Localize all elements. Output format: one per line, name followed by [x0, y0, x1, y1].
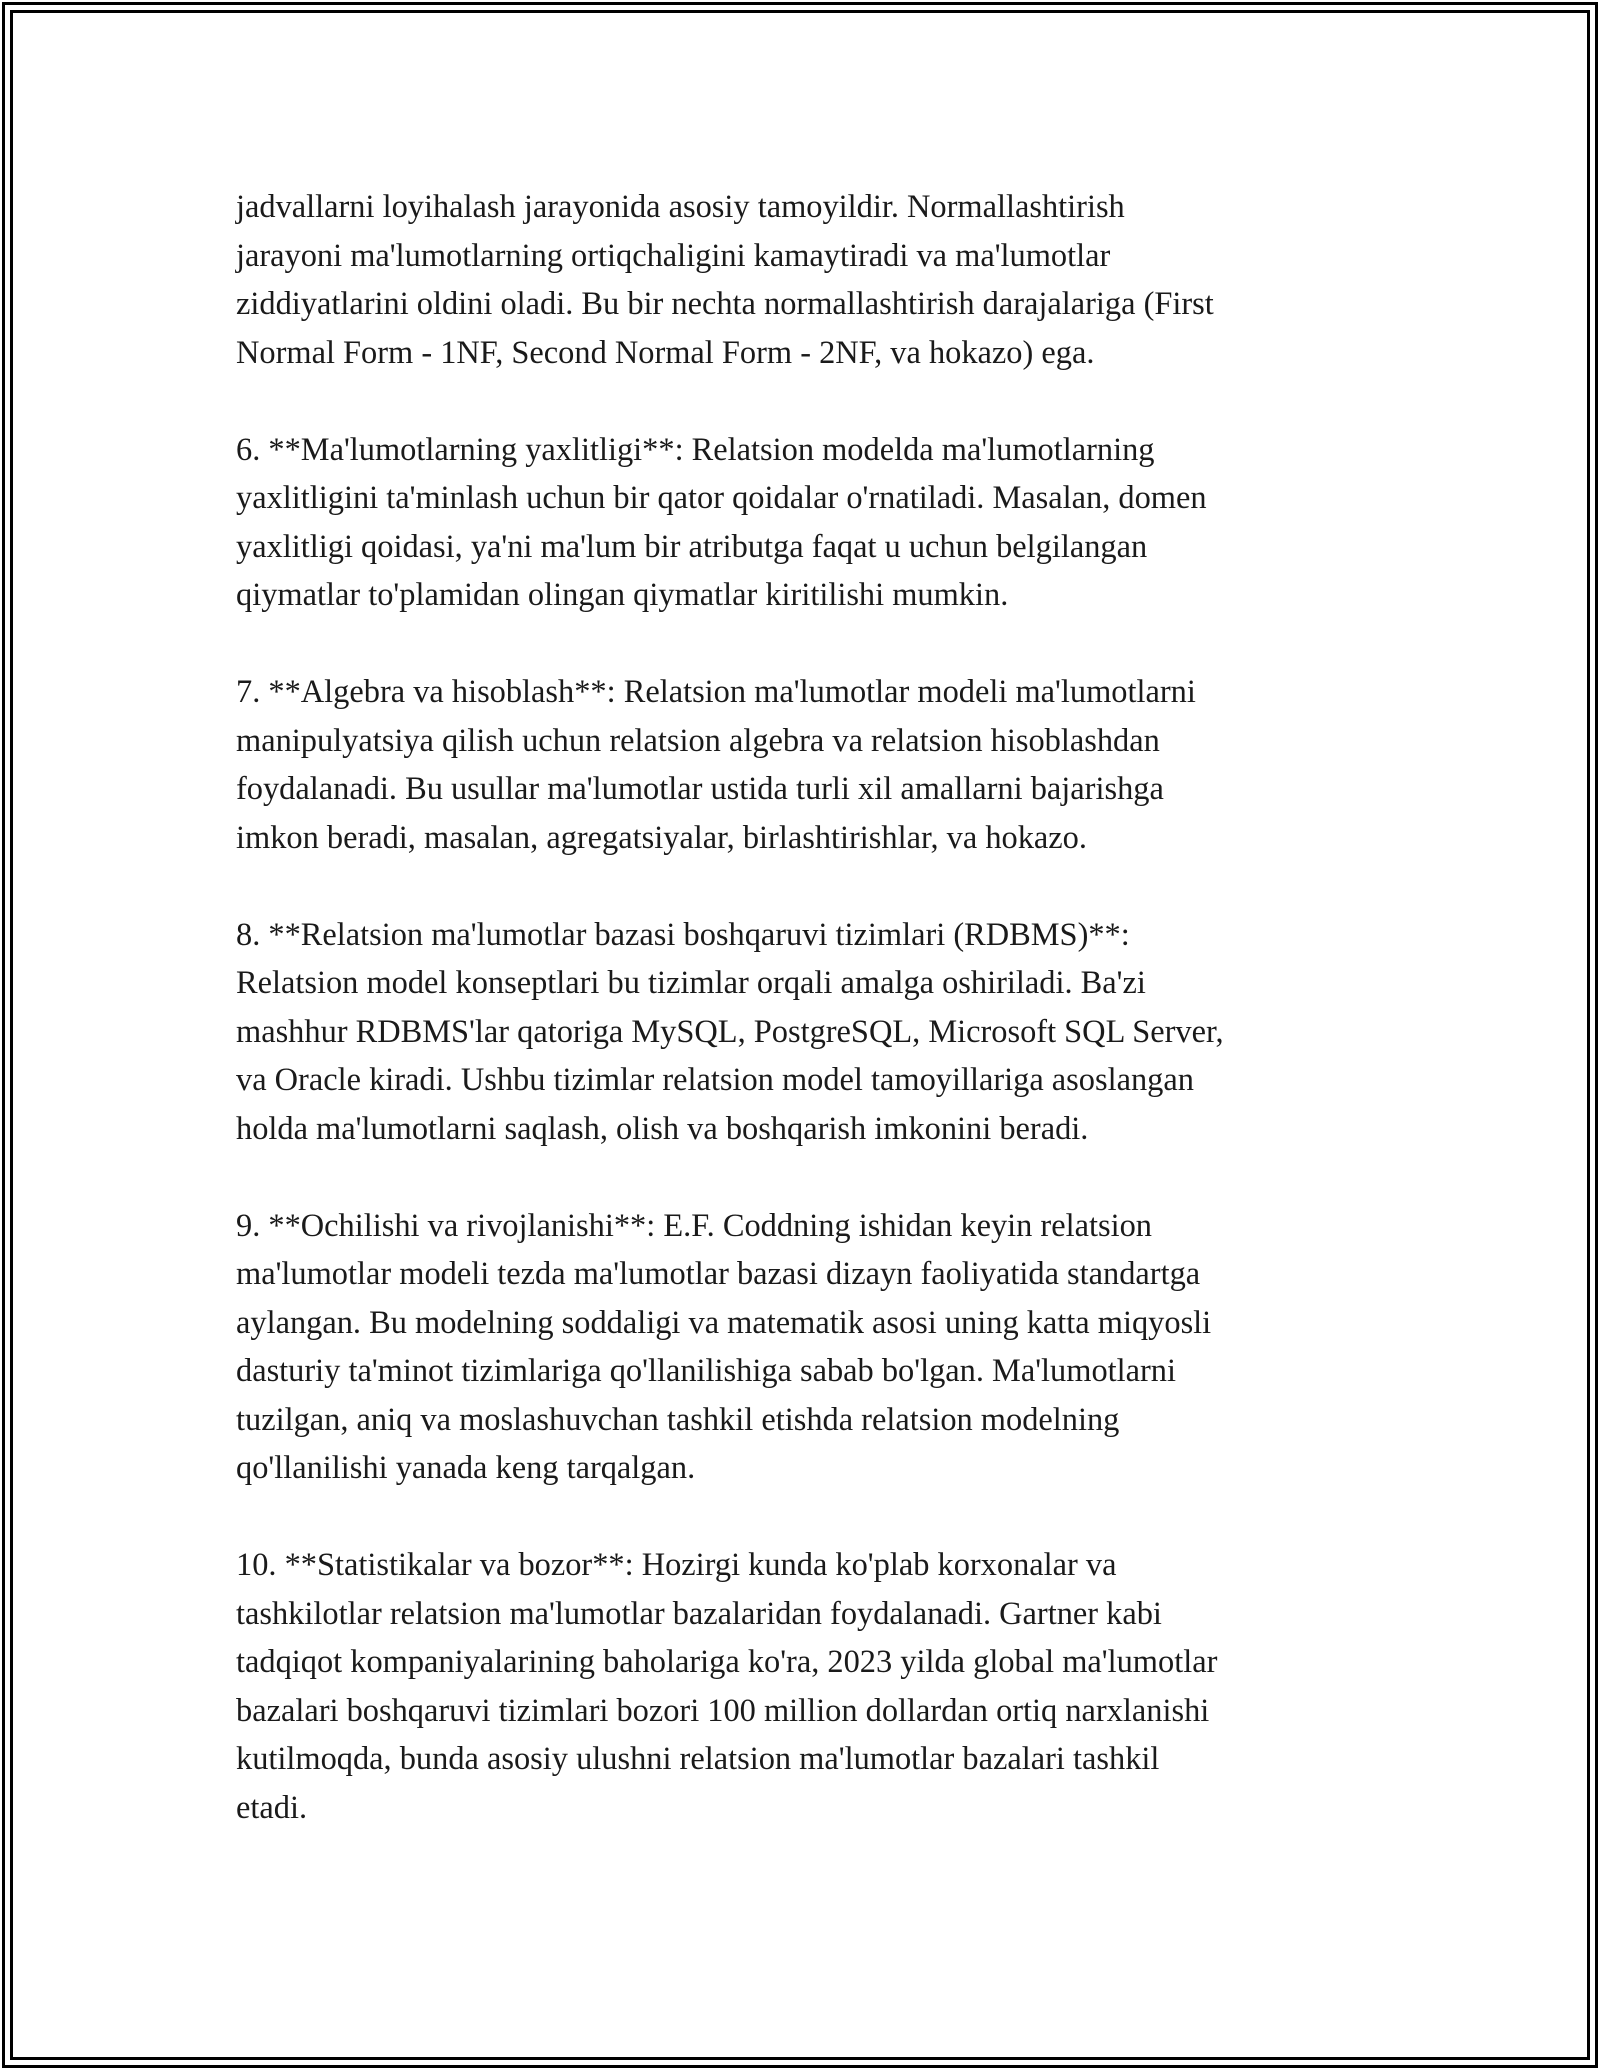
paragraph-item-6: [236, 426, 1376, 620]
text-line: 7. **Algebra va hisoblash**: Relatsion ma'lumotlar modeli ma'lumotlarni: [236, 674, 1196, 710]
text-line: aylangan. Bu modelning soddaligi va matematik asosi uning katta miqyosli: [236, 1304, 1212, 1341]
text-line: manipulyatsiya qilish uchun relatsion algebra va relatsion hisoblashdan: [236, 722, 1160, 759]
paragraph-item-9: [236, 1202, 1376, 1493]
paragraph-item-8: [236, 911, 1376, 1154]
document-body: [236, 183, 1376, 1881]
text-line: tashkilotlar relatsion ma'lumotlar bazalaridan foydalanadi. Gartner kabi: [236, 1595, 1162, 1632]
text-line: qo'llanilishi yanada keng tarqalgan.: [236, 1450, 696, 1486]
text-line: 9. **Ochilishi va rivojlanishi**: E.F. Coddning ishidan keyin relatsion: [236, 1207, 1152, 1244]
text-line: ziddiyatlarini oldini oladi. Bu bir nechta normallashtirish darajalariga (First: [236, 286, 1214, 322]
text-line: holda ma'lumotlarni saqlash, olish va boshqarish imkonini beradi.: [236, 1110, 1089, 1147]
text-line: va Oracle kiradi. Ushbu tizimlar relatsion model tamoyillariga asoslangan: [236, 1062, 1194, 1098]
text-line: mashhur RDBMS'lar qatoriga MySQL, PostgreSQL, Microsoft SQL Server,: [236, 1013, 1224, 1050]
text-line: bazalari boshqaruvi tizimlari bozori 100 million dollardan ortiq narxlanishi: [236, 1692, 1210, 1729]
text-line: dasturiy ta'minot tizimlariga qo'llanilishiga sabab bo'lgan. Ma'lumotlarni: [236, 1353, 1176, 1389]
text-line: foydalanadi. Bu usullar ma'lumotlar ustida turli xil amallarni bajarishga: [236, 771, 1164, 807]
text-line: qiymatlar to'plamidan olingan qiymatlar kiritilishi mumkin.: [236, 577, 1009, 613]
text-line: 10. **Statistikalar va bozor**: Hozirgi kunda ko'plab korxonalar va: [236, 1547, 1117, 1583]
text-line: tuzilgan, aniq va moslashuvchan tashkil etishda relatsion modelning: [236, 1401, 1120, 1438]
paragraph-item-7: [236, 668, 1376, 862]
text-line: imkon beradi, masalan, agregatsiyalar, birlashtirishlar, va hokazo.: [236, 819, 1087, 856]
text-line: ma'lumotlar modeli tezda ma'lumotlar bazasi dizayn faoliyatida standartga: [236, 1256, 1201, 1292]
text-line: tadqiqot kompaniyalarining baholariga ko'ra, 2023 yilda global ma'lumotlar: [236, 1644, 1218, 1680]
paragraph-item-10: [236, 1541, 1376, 1832]
text-line: jadvallarni loyihalash jarayonida asosiy tamoyildir. Normallashtirish: [236, 189, 1125, 225]
paragraph-normalization-continued: [236, 183, 1376, 377]
text-line: etadi.: [236, 1789, 308, 1826]
text-line: yaxlitligini ta'minlash uchun bir qator qoidalar o'rnatiladi. Masalan, domen: [236, 480, 1207, 516]
text-line: yaxlitligi qoidasi, ya'ni ma'lum bir atributga faqat u uchun belgilangan: [236, 528, 1148, 565]
text-line: Normal Form - 1NF, Second Normal Form - 2NF, va hokazo) ega.: [236, 334, 1095, 371]
text-line: Relatsion model konseptlari bu tizimlar orqali amalga oshiriladi. Ba'zi: [236, 965, 1146, 1001]
text-line: kutilmoqda, bunda asosiy ulushni relatsion ma'lumotlar bazalari tashkil: [236, 1741, 1160, 1777]
text-line: 6. **Ma'lumotlarning yaxlitligi**: Relatsion modelda ma'lumotlarning: [236, 431, 1155, 468]
text-line: 8. **Relatsion ma'lumotlar bazasi boshqaruvi tizimlari (RDBMS)**:: [236, 916, 1130, 953]
text-line: jarayoni ma'lumotlarning ortiqchaligini kamaytiradi va ma'lumotlar: [236, 237, 1111, 274]
